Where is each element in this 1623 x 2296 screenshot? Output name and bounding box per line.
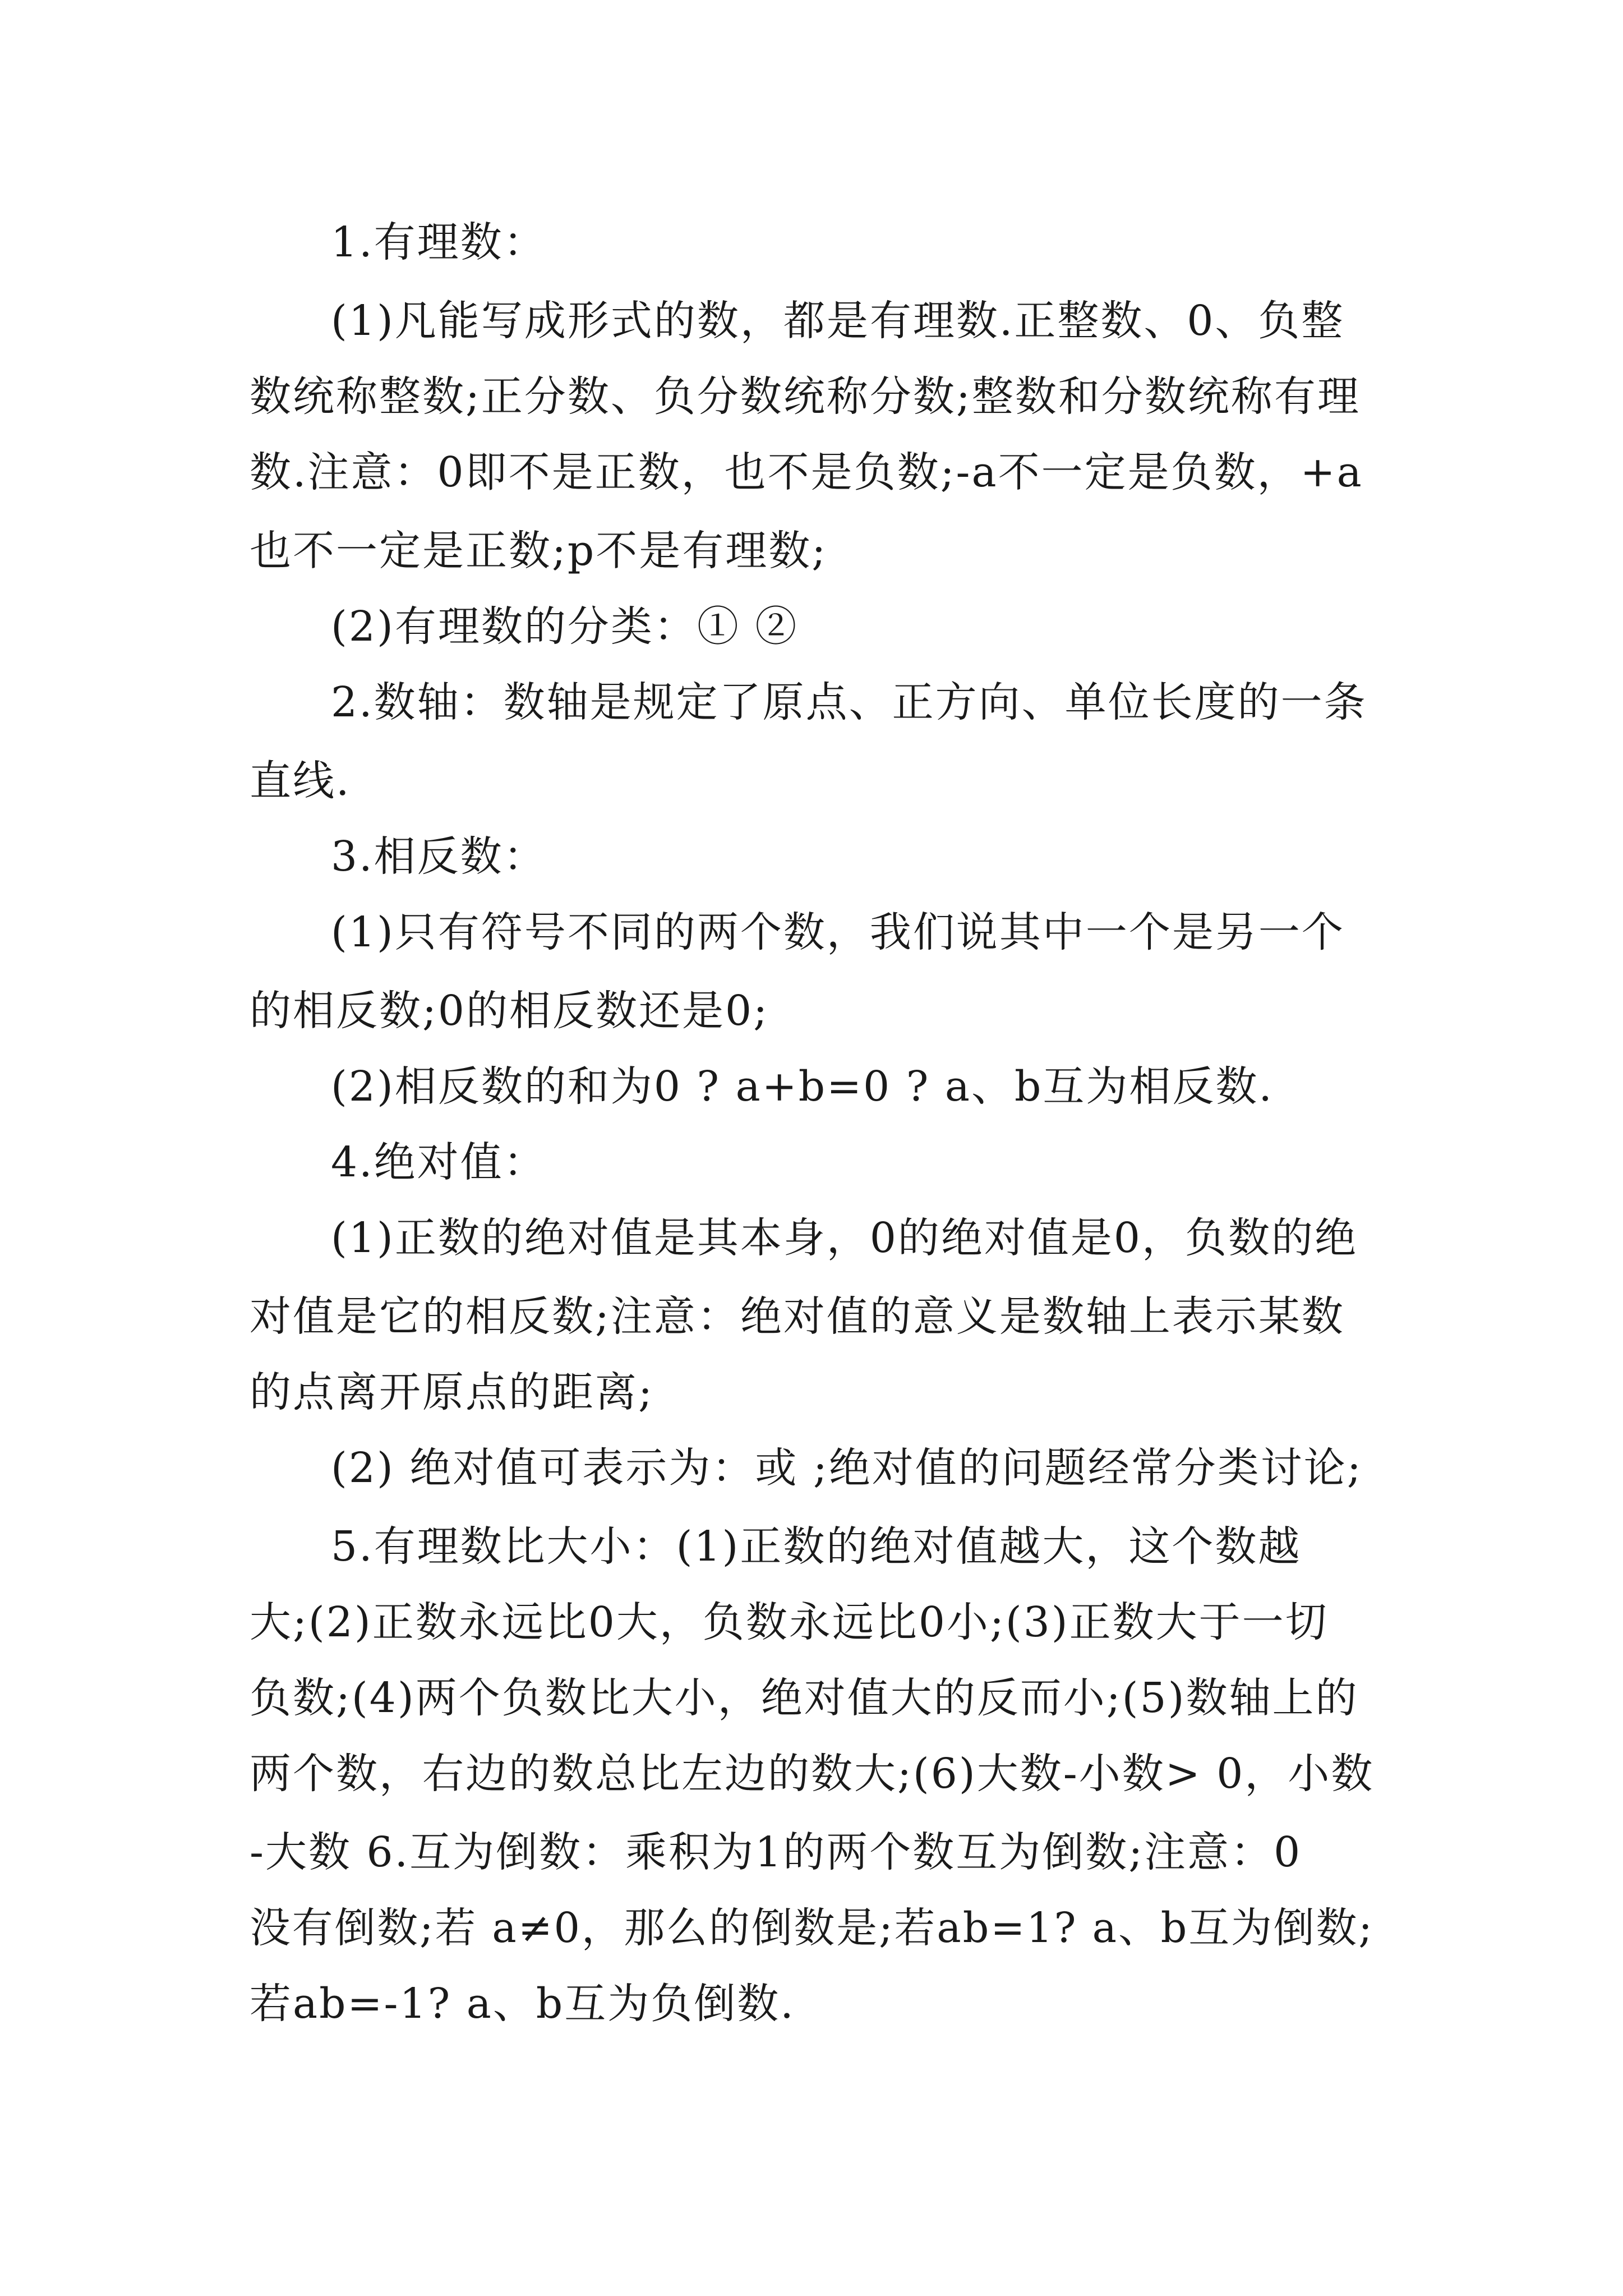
text-line: 4.绝对值： <box>331 1138 547 1186</box>
text-line: 负数;(4)两个负数比大小，绝对值大的反而小;(5)数轴上的 <box>250 1674 1359 1722</box>
text-line: 对值是它的相反数;注意：绝对值的意义是数轴上表示某数 <box>250 1292 1345 1341</box>
text-line: 1.有理数： <box>331 218 547 266</box>
text-line: -大数 6.互为倒数：乘积为1的两个数互为倒数;注意：0 <box>250 1828 1302 1876</box>
text-line: (2)有理数的分类：① ② <box>331 602 799 651</box>
text-line: 大;(2)正数永远比0大，负数永远比0小;(3)正数大于一切 <box>250 1598 1329 1646</box>
text-line: 直线. <box>250 757 351 805</box>
text-line: (2)相反数的和为0 ? a+b=0 ? a、b互为相反数. <box>331 1062 1274 1111</box>
text-line: 3.相反数： <box>331 832 547 881</box>
text-line: 没有倒数;若 a≠0，那么的倒数是;若ab=1? a、b互为倒数; <box>250 1904 1374 1952</box>
text-line: 若ab=-1? a、b互为负倒数. <box>250 1980 795 2028</box>
text-line: 5.有理数比大小：(1)正数的绝对值越大，这个数越 <box>331 1522 1302 1571</box>
text-line: (1)只有符号不同的两个数，我们说其中一个是另一个 <box>331 908 1345 956</box>
text-line: (1)正数的绝对值是其本身，0的绝对值是0，负数的绝 <box>331 1214 1358 1262</box>
text-line: 的相反数;0的相反数还是0; <box>250 987 769 1035</box>
text-line: 2.数轴：数轴是规定了原点、正方向、单位长度的一条 <box>331 678 1367 726</box>
text-line: 两个数，右边的数总比左边的数大;(6)大数-小数> 0，小数 <box>250 1750 1375 1798</box>
text-line: 数统称整数;正分数、负分数统称分数;整数和分数统称有理 <box>250 372 1361 421</box>
text-line: 也不一定是正数;p不是有理数; <box>250 527 828 575</box>
text-line: (2) 绝对值可表示为：或 ;绝对值的问题经常分类讨论; <box>331 1444 1363 1492</box>
text-line: 的点离开原点的距离; <box>250 1368 654 1416</box>
text-line: 数.注意：0即不是正数，也不是负数;-a不一定是负数，+a <box>250 448 1363 496</box>
text-line: (1)凡能写成形式的数，都是有理数.正整数、0、负整 <box>331 297 1345 345</box>
